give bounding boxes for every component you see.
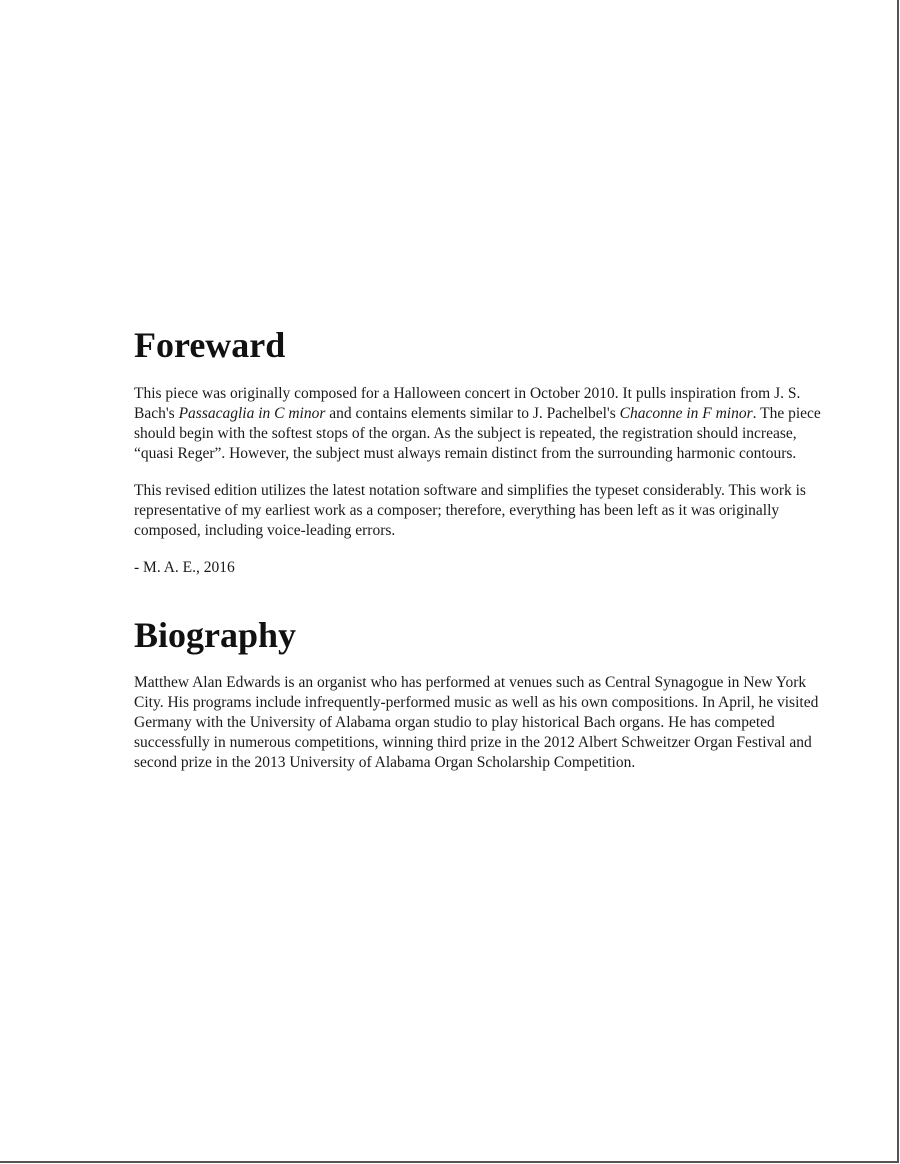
foreward-paragraph-1-text-c: . The piece should begin with the softest stops of the organ. As the subject is repeated, the registration should increase, “quasi Reger”. However, the subject must always remain distinct from the surrounding harmonic contours. — [134, 405, 821, 462]
foreward-paragraph-1 — [134, 384, 834, 464]
foreward-paragraph-2: This revised edition utilizes the latest notation software and simplifies the typeset considerably. This work is representative of my earliest work as a composer; therefore, everything has been left as it was originally composed, including voice-leading errors. — [134, 482, 806, 539]
page-content — [134, 322, 834, 790]
chaconne-title: Chaconne in F minor — [619, 405, 753, 422]
passacaglia-title: Passacaglia in C minor — [178, 405, 326, 422]
biography-paragraph: Matthew Alan Edwards is an organist who has performed at venues such as Central Synagogue in New York City. His programs include infrequently-performed music as well as his own compositions. In April, he visited Germany with the University of Alabama organ studio to play historical Bach organs. He has competed successfully in numerous competitions, winning third prize in the 2012 Albert Schweitzer Organ Festival and second prize in the 2013 University of Alabama Organ Scholarship Competition. — [134, 674, 819, 771]
foreward-heading: Foreward — [134, 325, 286, 365]
foreward-paragraph-1-text-a: This piece was originally composed for a Halloween concert in October 2010. It pulls inspiration from J. S. Bach's — [134, 385, 801, 422]
foreward-paragraph-1-text-b: and contains elements similar to J. Pachelbel's — [325, 405, 620, 422]
biography-heading: Biography — [134, 615, 297, 655]
foreward-signature: - M. A. E., 2016 — [134, 559, 235, 576]
